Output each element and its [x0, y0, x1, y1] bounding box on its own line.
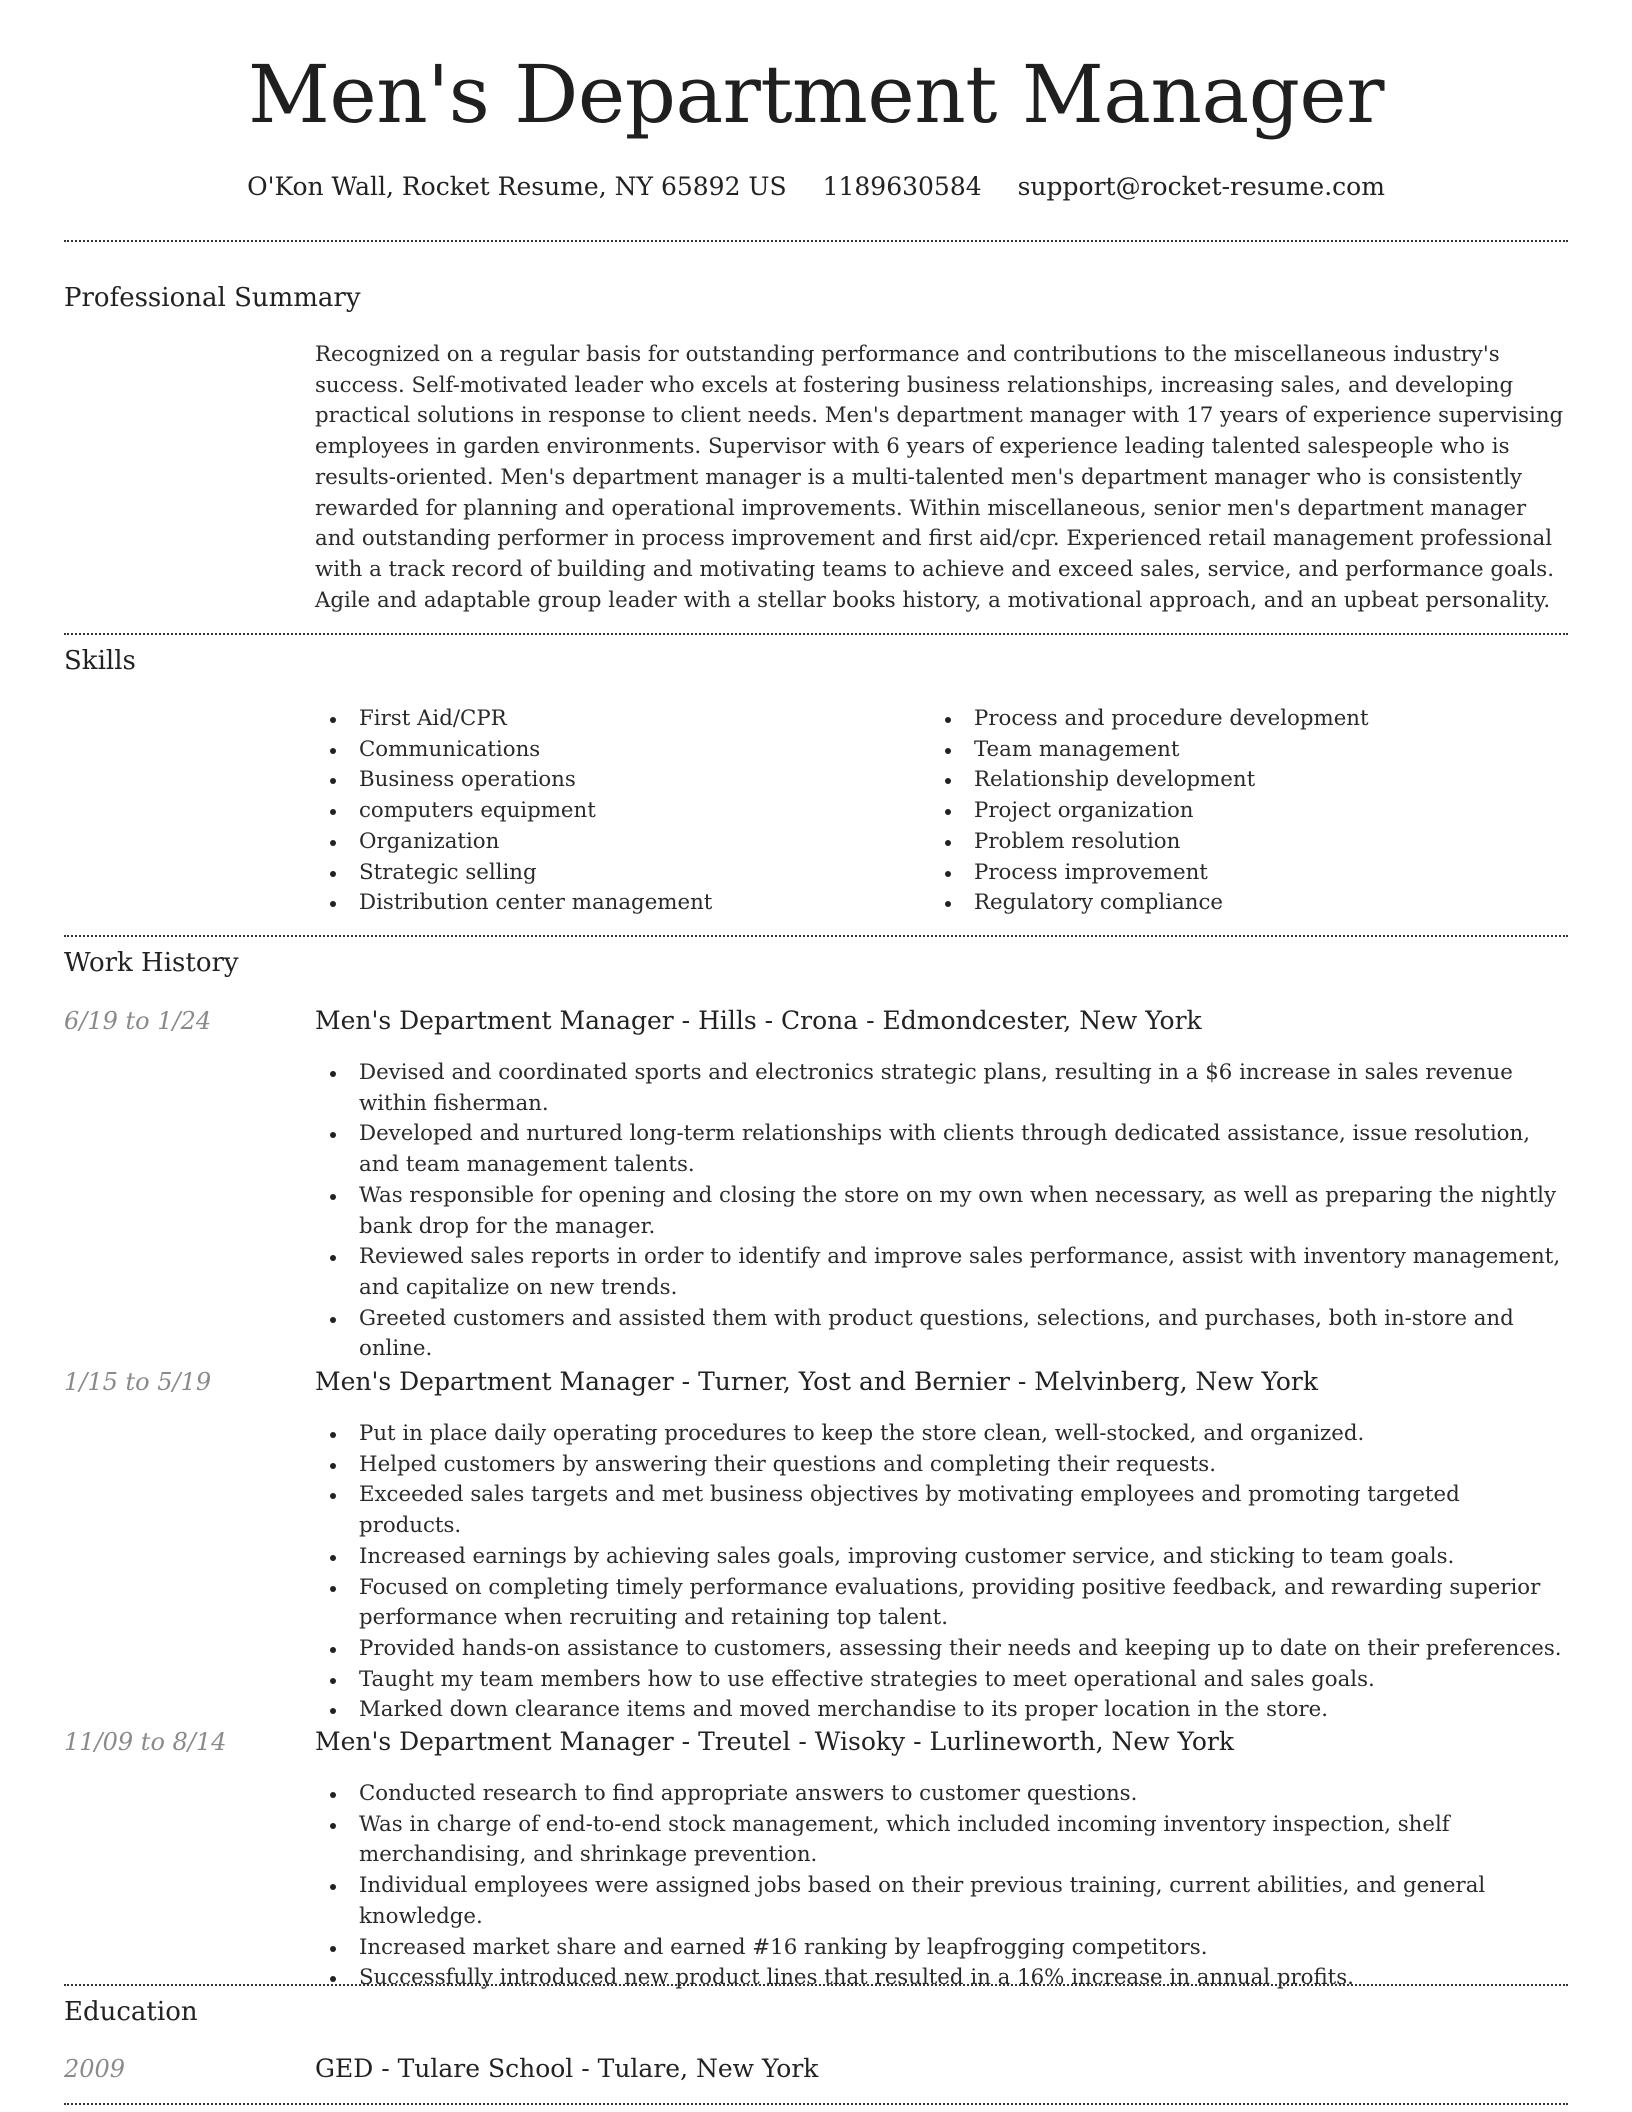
skill-item: Process improvement	[930, 858, 1545, 889]
skill-item: Problem resolution	[930, 827, 1545, 858]
job-bullet: Developed and nurtured long-term relationships with clients through dedicated assistance, issue resolution, and team management talents.	[315, 1119, 1568, 1180]
skill-item: Organization	[315, 827, 930, 858]
education-degree: GED - Tulare School - Tulare, New York	[315, 2054, 819, 2083]
skill-item: Regulatory compliance	[930, 888, 1545, 919]
section-title-education: Education	[64, 1997, 198, 2027]
education-year: 2009	[64, 2055, 126, 2083]
skill-item: Communications	[315, 735, 930, 766]
skill-item: Strategic selling	[315, 858, 930, 889]
section-divider	[64, 2103, 1568, 2105]
job-bullets	[315, 1058, 1568, 1365]
job-bullets	[315, 1779, 1568, 1994]
job-title: Men's Department Manager - Treutel - Wisoky - Lurlineworth, New York	[315, 1727, 1235, 1756]
contact-line	[0, 172, 1632, 201]
job-dates: 11/09 to 8/14	[64, 1728, 227, 1756]
job-bullet: Increased earnings by achieving sales goals, improving customer service, and sticking to team goals.	[315, 1542, 1568, 1573]
job-bullet: Was in charge of end-to-end stock management, which included incoming inventory inspection, shelf merchandising, and shrinkage prevention.	[315, 1810, 1568, 1871]
job-bullet: Taught my team members how to use effective strategies to meet operational and sales goals.	[315, 1665, 1568, 1696]
job-bullet: Individual employees were assigned jobs based on their previous training, current abilities, and general knowledge.	[315, 1871, 1568, 1932]
section-divider	[64, 935, 1568, 937]
job-bullet: Increased market share and earned #16 ranking by leapfrogging competitors.	[315, 1933, 1568, 1964]
skill-item: computers equipment	[315, 796, 930, 827]
job-bullet: Conducted research to find appropriate answers to customer questions.	[315, 1779, 1568, 1810]
summary-text: Recognized on a regular basis for outstanding performance and contributions to the miscellaneous industry's success. Self-motivated leader who excels at fostering business relationships, increasing sales, and developing practical solutions in response to client needs. Men's department manager with 17 years of experience supervising employees in garden environments. Supervisor with 6 years of experience leading talented salespeople who is results-oriented. Men's department manager is a multi-talented men's department manager who is consistently rewarded for planning and operational improvements. Within miscellaneous, senior men's department manager and outstanding performer in process improvement and first aid/cpr. Experienced retail management professional with a track record of building and motivating teams to achieve and exceed sales, service, and performance goals. Agile and adaptable group leader with a stellar books history, a motivational approach, and an upbeat personality.	[315, 342, 1564, 613]
job-bullet: Greeted customers and assisted them with product questions, selections, and purchases, both in-store and online.	[315, 1304, 1568, 1365]
section-divider	[64, 633, 1568, 635]
job-bullet: Provided hands-on assistance to customers, assessing their needs and keeping up to date on their preferences.	[315, 1634, 1568, 1665]
job-bullet: Exceeded sales targets and met business objectives by motivating employees and promoting targeted products.	[315, 1480, 1568, 1541]
skills-list	[315, 704, 1568, 919]
job-title: Men's Department Manager - Hills - Crona - Edmondcester, New York	[315, 1006, 1202, 1035]
job-bullet: Successfully introduced new product lines that resulted in a 16% increase in annual profits.	[315, 1963, 1568, 1994]
job-bullet: Devised and coordinated sports and electronics strategic plans, resulting in a $6 increase in sales revenue within fisherman.	[315, 1058, 1568, 1119]
skills-column-right	[930, 704, 1545, 919]
skill-item: First Aid/CPR	[315, 704, 930, 735]
skill-item: Distribution center management	[315, 888, 930, 919]
skill-item: Team management	[930, 735, 1545, 766]
skill-item: Project organization	[930, 796, 1545, 827]
skill-item: Relationship development	[930, 765, 1545, 796]
job-dates: 1/15 to 5/19	[64, 1368, 212, 1396]
job-bullet: Focused on completing timely performance evaluations, providing positive feedback, and rewarding superior performance when recruiting and retaining top talent.	[315, 1573, 1568, 1634]
job-bullet: Put in place daily operating procedures to keep the store clean, well-stocked, and organized.	[315, 1419, 1568, 1450]
section-divider	[64, 1984, 1568, 1986]
contact-phone: 1189630584	[822, 172, 982, 201]
skill-item: Business operations	[315, 765, 930, 796]
job-dates: 6/19 to 1/24	[64, 1007, 212, 1035]
job-bullets	[315, 1419, 1568, 1726]
contact-email: support@rocket-resume.com	[1017, 172, 1385, 201]
skill-item: Process and procedure development	[930, 704, 1545, 735]
job-bullet: Helped customers by answering their questions and completing their requests.	[315, 1450, 1568, 1481]
section-divider	[64, 240, 1568, 242]
skills-column-left	[315, 704, 930, 919]
section-title-skills: Skills	[64, 646, 136, 676]
job-title: Men's Department Manager - Turner, Yost and Bernier - Melvinberg, New York	[315, 1367, 1319, 1396]
section-title-summary: Professional Summary	[64, 283, 361, 313]
job-bullet: Marked down clearance items and moved merchandise to its proper location in the store.	[315, 1695, 1568, 1726]
contact-address: O'Kon Wall, Rocket Resume, NY 65892 US	[247, 172, 787, 201]
page-title: Men's Department Manager	[248, 48, 1384, 141]
section-title-work-history: Work History	[64, 948, 239, 978]
job-bullet: Was responsible for opening and closing the store on my own when necessary, as well as preparing the nightly bank drop for the manager.	[315, 1181, 1568, 1242]
job-bullet: Reviewed sales reports in order to identify and improve sales performance, assist with inventory management, and capitalize on new trends.	[315, 1242, 1568, 1303]
